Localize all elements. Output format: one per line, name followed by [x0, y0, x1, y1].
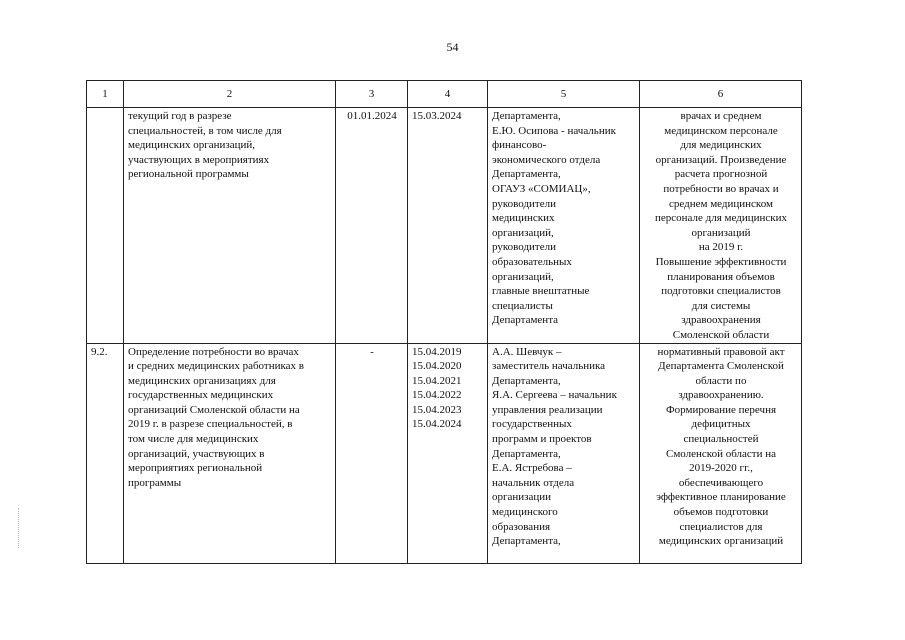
cell-line: государственных — [492, 418, 572, 431]
cell-line: специалистов для — [679, 520, 763, 533]
cell-line: для медицинских — [680, 139, 762, 152]
cell-line: руководители — [492, 197, 556, 210]
cell-line: заместитель начальника — [492, 360, 606, 373]
cell-line: Департамента, — [492, 374, 561, 387]
cell-line: специальностей, в том числе для — [128, 124, 282, 137]
cell-result — [640, 108, 802, 344]
cell-line: здравоохранению. — [678, 389, 764, 402]
cell-line: участвующих в мероприятиях — [128, 153, 270, 166]
plan-table — [86, 80, 802, 564]
cell-line: Департамента, — [492, 447, 561, 460]
cell-line: Е.А. Ястребова – — [492, 462, 572, 475]
cell-line: текущий год в разрезе — [128, 110, 232, 122]
table-body — [87, 108, 802, 564]
cell-line: 15.04.2020 — [412, 360, 462, 373]
cell-line: программ и проектов — [492, 433, 592, 446]
cell-line: Департамента Смоленской — [658, 360, 784, 373]
cell-line: медицинских организаций, — [128, 139, 256, 152]
cell-line: Департамента — [492, 314, 559, 327]
cell-responsible — [488, 108, 640, 344]
cell-number — [87, 108, 124, 344]
cell-line: 2019 г. в разрезе специальностей, в — [128, 418, 293, 431]
cell-line: управления реализации — [492, 403, 603, 416]
cell-line: медицинских организациях для — [128, 374, 276, 387]
cell-line: эффективное планирование — [656, 491, 786, 504]
cell-activity — [124, 108, 336, 344]
cell-line: Повышение эффективности — [655, 255, 787, 268]
cell-line: объемов подготовки — [673, 506, 769, 519]
cell-line: области по — [695, 374, 747, 387]
cell-line: Я.А. Сергеева – начальник — [492, 389, 617, 402]
cell-line: потребности во врачах и — [663, 182, 779, 195]
cell-line: начальник отдела — [492, 476, 575, 489]
cell-line: региональной программы — [128, 168, 249, 181]
cell-line: государственных медицинских — [128, 389, 274, 402]
cell-end-dates — [408, 343, 488, 563]
cell-line: специальностей — [683, 433, 759, 446]
header-col-5: 5 — [488, 81, 640, 108]
cell-line: Формирование перечня — [665, 403, 777, 416]
cell-line: 15.03.2024 — [412, 110, 462, 122]
cell-line: экономического отдела — [492, 153, 601, 166]
cell-line: Департамента, — [492, 168, 561, 181]
cell-line: планирования объемов — [667, 270, 775, 283]
table-row — [87, 108, 802, 344]
cell-line: 15.04.2022 — [412, 389, 462, 402]
cell-line: том числе для медицинских — [128, 433, 259, 446]
cell-line: среднем медицинском — [669, 197, 773, 210]
cell-line: 15.04.2019 — [412, 345, 462, 358]
cell-end-dates — [408, 108, 488, 344]
cell-line: 15.04.2023 — [412, 403, 462, 416]
header-col-3: 3 — [336, 81, 408, 108]
cell-line: Департамента, — [492, 535, 561, 548]
cell-activity — [124, 343, 336, 563]
cell-line: Е.Ю. Осипова - начальник — [492, 124, 616, 137]
header-col-2: 2 — [124, 81, 336, 108]
cell-line: нормативный правовой акт — [657, 345, 785, 358]
cell-line: для системы — [691, 299, 751, 312]
cell-line: медицинских организаций — [658, 535, 784, 548]
cell-line: руководители — [492, 241, 556, 254]
cell-line: образовательных — [492, 255, 572, 268]
cell-line: персонале для медицинских — [655, 212, 787, 225]
cell-line: организации — [492, 491, 552, 504]
cell-line: 15.04.2021 — [412, 374, 462, 387]
cell-line: медицинском персонале — [664, 124, 778, 137]
cell-line: Смоленской области — [672, 328, 770, 341]
cell-line: организаций, участвующих в — [128, 447, 265, 460]
cell-start-date: - — [336, 343, 408, 563]
cell-result — [640, 343, 802, 563]
cell-start-date: 01.01.2024 — [336, 108, 408, 344]
cell-line: ОГАУЗ «СОМИАЦ», — [492, 182, 591, 195]
cell-line: программы — [128, 476, 182, 489]
table-row — [87, 343, 802, 563]
cell-line: организаций Смоленской области на — [128, 403, 300, 416]
header-col-6: 6 — [640, 81, 802, 108]
header-col-1: 1 — [87, 81, 124, 108]
cell-line: мероприятиях региональной — [128, 462, 263, 475]
margin-scan-mark — [18, 508, 20, 548]
cell-line: медицинских — [492, 212, 555, 225]
cell-line: на 2019 г. — [698, 241, 744, 254]
cell-line: расчета прогнозной — [674, 168, 768, 181]
cell-line: здравоохранения — [681, 314, 761, 327]
cell-line: обеспечивающего — [678, 476, 764, 489]
cell-line: А.А. Шевчук – — [492, 345, 562, 358]
cell-line: организаций. Произведение — [655, 153, 787, 166]
cell-line: организаций, — [492, 270, 554, 283]
header-col-4: 4 — [408, 81, 488, 108]
cell-line: организаций, — [492, 226, 554, 239]
cell-line: 2019-2020 гг., — [689, 462, 753, 475]
cell-line: финансово- — [492, 139, 547, 152]
cell-line: подготовки специалистов — [661, 285, 781, 298]
cell-line: главные внештатные — [492, 285, 590, 298]
cell-line: Смоленской области на — [665, 447, 776, 460]
table-header-row — [87, 81, 802, 108]
cell-line: Определение потребности во врачах — [128, 345, 299, 358]
cell-responsible — [488, 343, 640, 563]
cell-line: медицинского — [492, 506, 558, 519]
cell-line: дефицитных — [691, 418, 751, 431]
cell-line: организаций — [691, 226, 751, 239]
cell-line: Департамента, — [492, 110, 561, 122]
cell-line: 15.04.2024 — [412, 418, 462, 431]
page-number: 54 — [446, 40, 459, 54]
cell-line: специалисты — [492, 299, 553, 312]
cell-line: и средних медицинских работниках в — [128, 360, 304, 373]
cell-number: 9.2. — [87, 343, 124, 563]
cell-line: врачах и среднем — [680, 110, 762, 122]
cell-line: образования — [492, 520, 551, 533]
